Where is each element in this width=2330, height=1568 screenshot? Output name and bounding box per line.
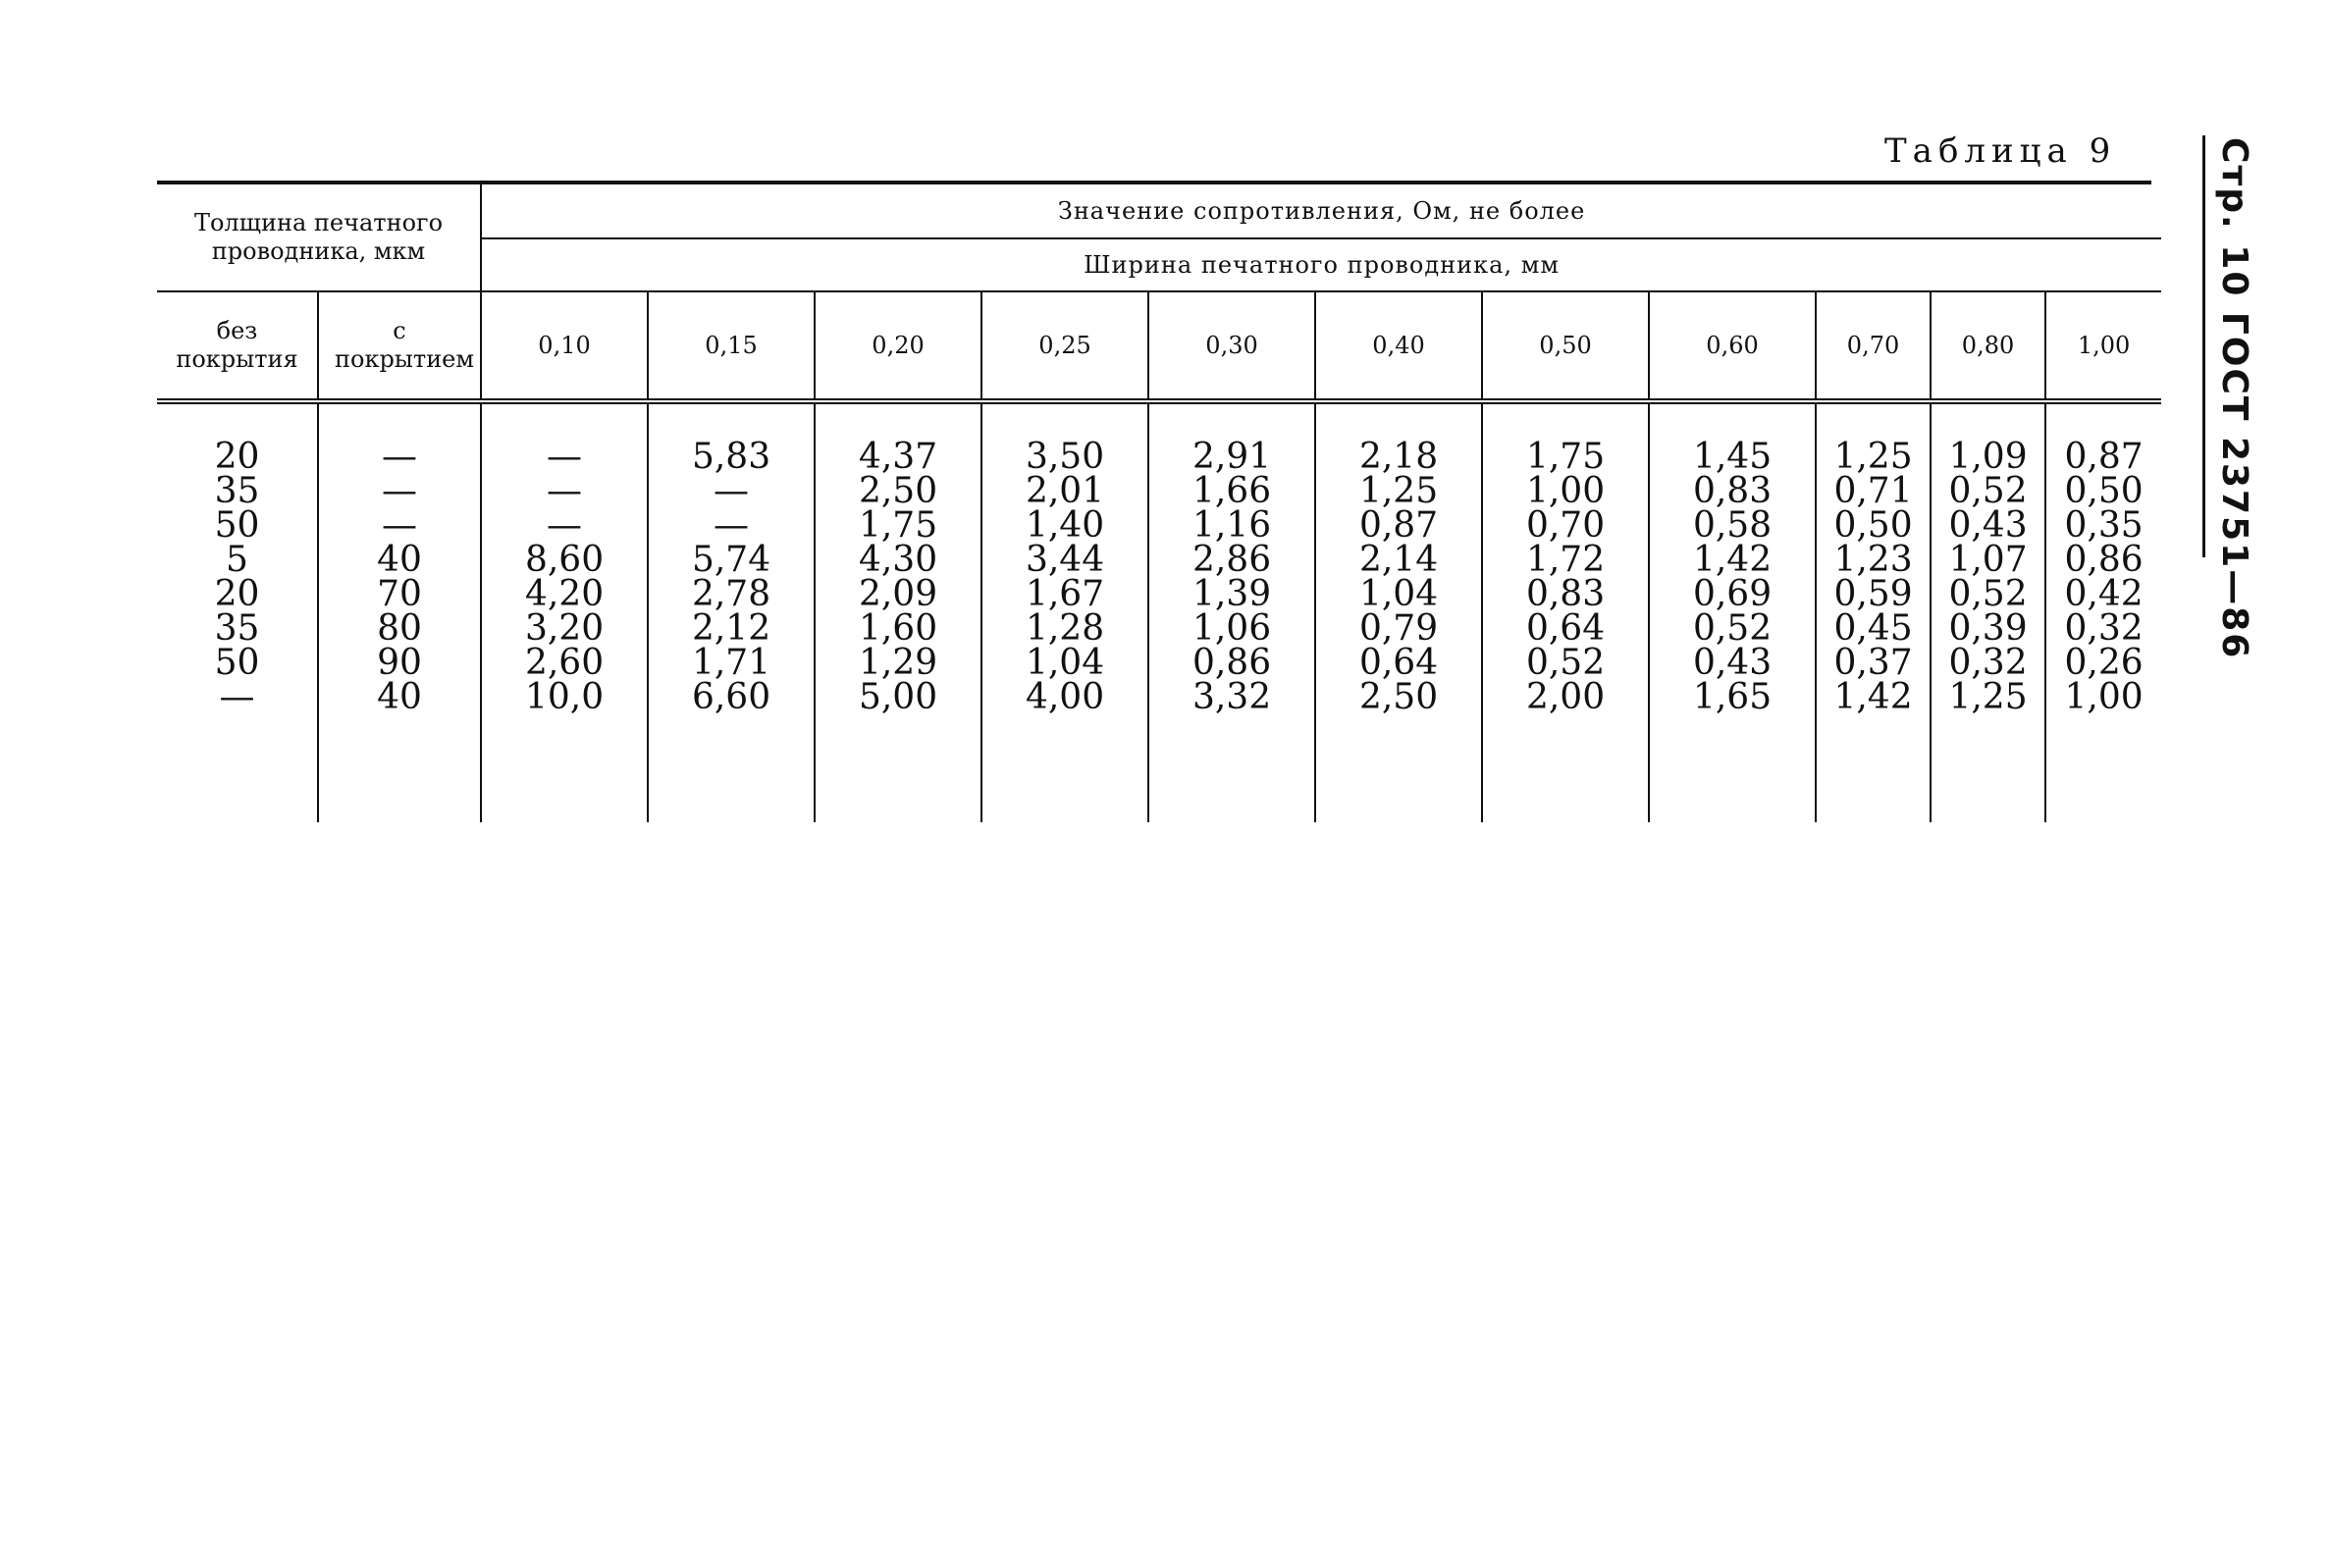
width-header-cell: 1,00 <box>2045 291 2161 401</box>
resistance-cell: 4,30 <box>815 543 981 577</box>
resistance-cell: 1,04 <box>981 646 1148 680</box>
resistance-table-wrapper <box>157 184 2151 822</box>
resistance-cell: 2,14 <box>1315 543 1482 577</box>
resistance-cell: 3,32 <box>1148 680 1315 714</box>
resistance-cell: 0,69 <box>1649 577 1816 611</box>
resistance-cell: 0,70 <box>1482 508 1649 543</box>
with-coating-cell: — <box>318 508 481 543</box>
resistance-cell: 0,64 <box>1315 646 1482 680</box>
resistance-cell: 8,60 <box>481 543 648 577</box>
resistance-cell: 2,91 <box>1148 401 1315 474</box>
resistance-cell: 1,60 <box>815 611 981 646</box>
width-header-cell: 0,10 <box>481 291 648 401</box>
resistance-cell: — <box>648 474 815 508</box>
resistance-cell: 0,86 <box>1148 646 1315 680</box>
resistance-cell: 1,28 <box>981 611 1148 646</box>
resistance-cell: 0,37 <box>1816 646 1931 680</box>
table-row <box>157 508 2161 543</box>
width-header-cell: 0,25 <box>981 291 1148 401</box>
resistance-cell: 2,50 <box>1315 680 1482 714</box>
resistance-cell: 5,83 <box>648 401 815 474</box>
width-header-cell: 0,40 <box>1315 291 1482 401</box>
resistance-cell: 1,66 <box>1148 474 1315 508</box>
resistance-cell: 2,60 <box>481 646 648 680</box>
resistance-cell: 2,78 <box>648 577 815 611</box>
resistance-cell: 0,39 <box>1931 611 2045 646</box>
empty-cell <box>481 714 648 822</box>
table-row <box>157 680 2161 714</box>
empty-cell <box>648 714 815 822</box>
resistance-cell: 1,75 <box>815 508 981 543</box>
resistance-table <box>157 184 2161 822</box>
empty-cell <box>2045 714 2161 822</box>
resistance-cell: 0,64 <box>1482 611 1649 646</box>
resistance-cell: 2,09 <box>815 577 981 611</box>
resistance-cell: 0,86 <box>2045 543 2161 577</box>
table-body <box>157 401 2161 822</box>
width-header-cell: 0,70 <box>1816 291 1931 401</box>
resistance-cell: 1,72 <box>1482 543 1649 577</box>
resistance-cell: 0,52 <box>1931 474 2045 508</box>
resistance-cell: 1,00 <box>2045 680 2161 714</box>
with-coating-cell: 90 <box>318 646 481 680</box>
resistance-cell: 0,32 <box>1931 646 2045 680</box>
resistance-cell: 1,65 <box>1649 680 1816 714</box>
resistance-cell: 0,52 <box>1931 577 2045 611</box>
resistance-cell: 1,04 <box>1315 577 1482 611</box>
empty-cell <box>815 714 981 822</box>
resistance-cell: 1,40 <box>981 508 1148 543</box>
page-header-vertical: Стр. 10 ГОСТ 23751—86 <box>2214 137 2254 660</box>
resistance-cell: 0,26 <box>2045 646 2161 680</box>
resistance-cell: 1,25 <box>1816 401 1931 474</box>
resistance-cell: — <box>648 508 815 543</box>
no-coating-cell: 5 <box>226 540 248 580</box>
resistance-cell: 2,01 <box>981 474 1148 508</box>
with-coating-cell: 80 <box>318 611 481 646</box>
resistance-cell: 3,44 <box>981 543 1148 577</box>
resistance-cell: 2,00 <box>1482 680 1649 714</box>
resistance-cell: 0,43 <box>1931 508 2045 543</box>
resistance-cell: 1,29 <box>815 646 981 680</box>
table-row <box>157 611 2161 646</box>
no-coating-header: без покрытия <box>157 291 318 401</box>
empty-cell <box>1315 714 1482 822</box>
resistance-cell: 1,75 <box>1482 401 1649 474</box>
with-coating-cell: — <box>318 474 481 508</box>
width-header-cell: 0,30 <box>1148 291 1315 401</box>
empty-cell <box>981 714 1148 822</box>
resistance-cell: 1,67 <box>981 577 1148 611</box>
resistance-cell: 0,58 <box>1649 508 1816 543</box>
empty-cell <box>1649 714 1816 822</box>
resistance-cell: 5,74 <box>648 543 815 577</box>
empty-cell <box>318 714 481 822</box>
resistance-cell: 0,50 <box>2045 474 2161 508</box>
resistance-cell: 0,52 <box>1649 611 1816 646</box>
resistance-cell: 0,83 <box>1482 577 1649 611</box>
width-header-cell: 0,50 <box>1482 291 1649 401</box>
resistance-cell: 0,59 <box>1816 577 1931 611</box>
width-group-header: Ширина печатного проводника, мм <box>481 238 2161 291</box>
resistance-cell: 1,06 <box>1148 611 1315 646</box>
resistance-cell: 1,42 <box>1816 680 1931 714</box>
width-header-cell: 0,60 <box>1649 291 1816 401</box>
resistance-cell: 0,79 <box>1315 611 1482 646</box>
resistance-cell: 0,45 <box>1816 611 1931 646</box>
resistance-cell: 0,52 <box>1482 646 1649 680</box>
empty-cell <box>1148 714 1315 822</box>
with-coating-cell: 40 <box>318 543 481 577</box>
empty-cell <box>1482 714 1649 822</box>
with-coating-header: с покрытием <box>318 291 481 401</box>
resistance-cell: 1,00 <box>1482 474 1649 508</box>
resistance-cell: 1,25 <box>1315 474 1482 508</box>
empty-cell <box>1816 714 1931 822</box>
no-coating-cell: 20 <box>214 437 260 477</box>
resistance-cell: 0,35 <box>2045 508 2161 543</box>
resistance-cell: 4,00 <box>981 680 1148 714</box>
resistance-cell: — <box>481 474 648 508</box>
resistance-cell: 2,18 <box>1315 401 1482 474</box>
with-coating-cell: — <box>318 401 481 474</box>
resistance-cell: 1,39 <box>1148 577 1315 611</box>
empty-cell <box>1931 714 2045 822</box>
no-coating-cell: 35 <box>214 608 260 649</box>
resistance-cell: 1,71 <box>648 646 815 680</box>
resistance-cell: 1,25 <box>1931 680 2045 714</box>
width-header-cell: 0,20 <box>815 291 981 401</box>
width-header-cell: 0,15 <box>648 291 815 401</box>
table-row <box>157 401 2161 474</box>
resistance-cell: 0,43 <box>1649 646 1816 680</box>
resistance-group-header: Значение сопротивления, Ом, не более <box>481 184 2161 238</box>
resistance-cell: 1,42 <box>1649 543 1816 577</box>
empty-cell <box>157 714 318 822</box>
resistance-cell: 4,20 <box>481 577 648 611</box>
resistance-cell: 3,50 <box>981 401 1148 474</box>
resistance-cell: 1,23 <box>1816 543 1931 577</box>
side-divider <box>2202 135 2205 557</box>
no-coating-cell: 20 <box>214 574 260 614</box>
width-header-cell: 0,80 <box>1931 291 2045 401</box>
resistance-cell: 1,09 <box>1931 401 2045 474</box>
table-filler-row <box>157 714 2161 822</box>
resistance-cell: 2,12 <box>648 611 815 646</box>
table-row <box>157 543 2161 577</box>
resistance-cell: — <box>481 401 648 474</box>
resistance-cell: 0,87 <box>2045 401 2161 474</box>
resistance-cell: 3,20 <box>481 611 648 646</box>
no-coating-cell: 50 <box>214 505 260 546</box>
resistance-cell: — <box>481 508 648 543</box>
with-coating-cell: 40 <box>318 680 481 714</box>
no-coating-cell: — <box>219 677 255 717</box>
table-row <box>157 577 2161 611</box>
resistance-cell: 0,83 <box>1649 474 1816 508</box>
resistance-cell: 1,45 <box>1649 401 1816 474</box>
resistance-cell: 0,32 <box>2045 611 2161 646</box>
table-row <box>157 474 2161 508</box>
no-coating-cell: 35 <box>214 471 260 511</box>
resistance-cell: 6,60 <box>648 680 815 714</box>
no-coating-cell: 50 <box>214 643 260 683</box>
resistance-cell: 0,71 <box>1816 474 1931 508</box>
resistance-cell: 0,42 <box>2045 577 2161 611</box>
resistance-cell: 1,16 <box>1148 508 1315 543</box>
resistance-cell: 10,0 <box>481 680 648 714</box>
resistance-cell: 5,00 <box>815 680 981 714</box>
resistance-cell: 2,50 <box>815 474 981 508</box>
with-coating-cell: 70 <box>318 577 481 611</box>
resistance-cell: 0,50 <box>1816 508 1931 543</box>
thickness-group-header: Толщина печатного проводника, мкм <box>157 184 481 291</box>
resistance-cell: 4,37 <box>815 401 981 474</box>
resistance-cell: 0,87 <box>1315 508 1482 543</box>
resistance-cell: 2,86 <box>1148 543 1315 577</box>
resistance-cell: 1,07 <box>1931 543 2045 577</box>
table-row <box>157 646 2161 680</box>
table-title: Таблица 9 <box>1884 131 2117 171</box>
